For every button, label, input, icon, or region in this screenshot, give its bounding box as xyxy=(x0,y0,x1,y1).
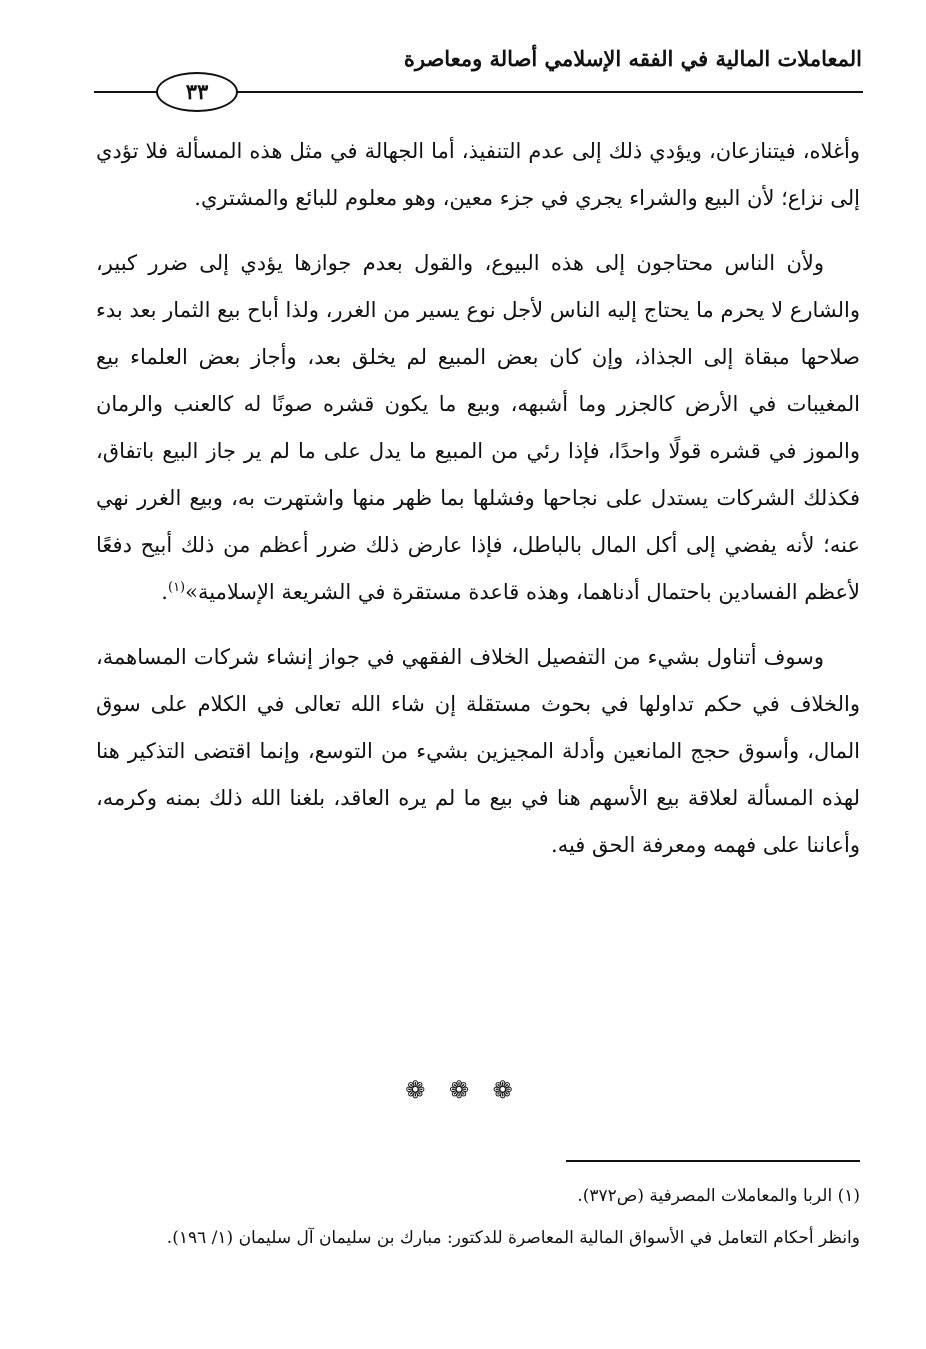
paragraph-2-text: ولأن الناس محتاجون إلى هذه البيوع، والقول بعدم جوازها يؤدي إلى ضرر كبير، والشارع لا يحرم ما يحتاج إليه الناس لأجل نوع يسير من الغرر، ولذا أباح بيع الثمار بعد بدء صلاحها مبقاة إلى الجذاذ، وإن كان بعض المبيع لم يخلق بعد، وأجاز بعض العلماء بيع المغيبات في الأرض كالجزر وما أشبهه، وبيع ما يكون قشره صونًا له كالعنب والرمان والموز في قشره قولًا واحدًا، فإذا رئي من المبيع ما يدل على ما لم ير جاز البيع باتفاق، فكذلك الشركات يستدل على نجاحها وفشلها بما ظهر منها واشتهرت به، وبيع الغرر نهي عنه؛ لأنه يفضي إلى أكل المال بالباطل، فإذا عارض ذلك ضرر أعظم من ذلك أبيح دفعًا لأعظم الفسادين باحتمال أدناهما، وهذه قاعدة مستقرة في الشريعة الإسلامية» xyxy=(96,251,860,604)
footnote-1: (١) الربا والمعاملات المصرفية (ص٣٧٢). xyxy=(577,1186,860,1206)
paragraph-3: وسوف أتناول بشيء من التفصيل الخلاف الفقهي في جواز إنشاء شركات المساهمة، والخلاف في حكم تداولها في بحوث مستقلة إن شاء الله تعالى في الكلام على سوق المال، وأسوق حجج المانعين وأدلة المجيزين بشيء من التوسع، وإنما اقتضى التذكير هنا لهذه المسألة لعلاقة بيع الأسهم هنا في بيع ما لم يره العاقد، بلغنا الله ذلك بمنه وكرمه، وأعاننا على فهمه ومعرفة الحق فيه. xyxy=(96,645,860,857)
paragraph-2-end: . xyxy=(161,580,168,604)
page-number: ٣٣ xyxy=(156,72,238,112)
paragraph-2 xyxy=(96,240,860,616)
footnote-rule xyxy=(566,1160,860,1162)
footnote-reference-1: (١) xyxy=(167,580,186,595)
paragraph-1: وأغلاه، فيتنازعان، ويؤدي ذلك إلى عدم التنفيذ، أما الجهالة في مثل هذه المسألة فلا تؤدي إلى نزاع؛ لأن البيع والشراء يجري في جزء معين، وهو معلوم للبائع والمشتري. xyxy=(96,139,860,210)
running-title: المعاملات المالية في الفقه الإسلامي أصالة ومعاصرة xyxy=(403,46,862,71)
footnotes xyxy=(94,1178,860,1256)
section-ornaments: ❁ ❁ ❁ xyxy=(405,1076,521,1104)
body-text xyxy=(96,128,860,869)
footnote-2: وانظر أحكام التعامل في الأسواق المالية المعاصرة للدكتور: مبارك بن سليمان آل سليمان (١/ ١٩٦). xyxy=(166,1228,860,1248)
